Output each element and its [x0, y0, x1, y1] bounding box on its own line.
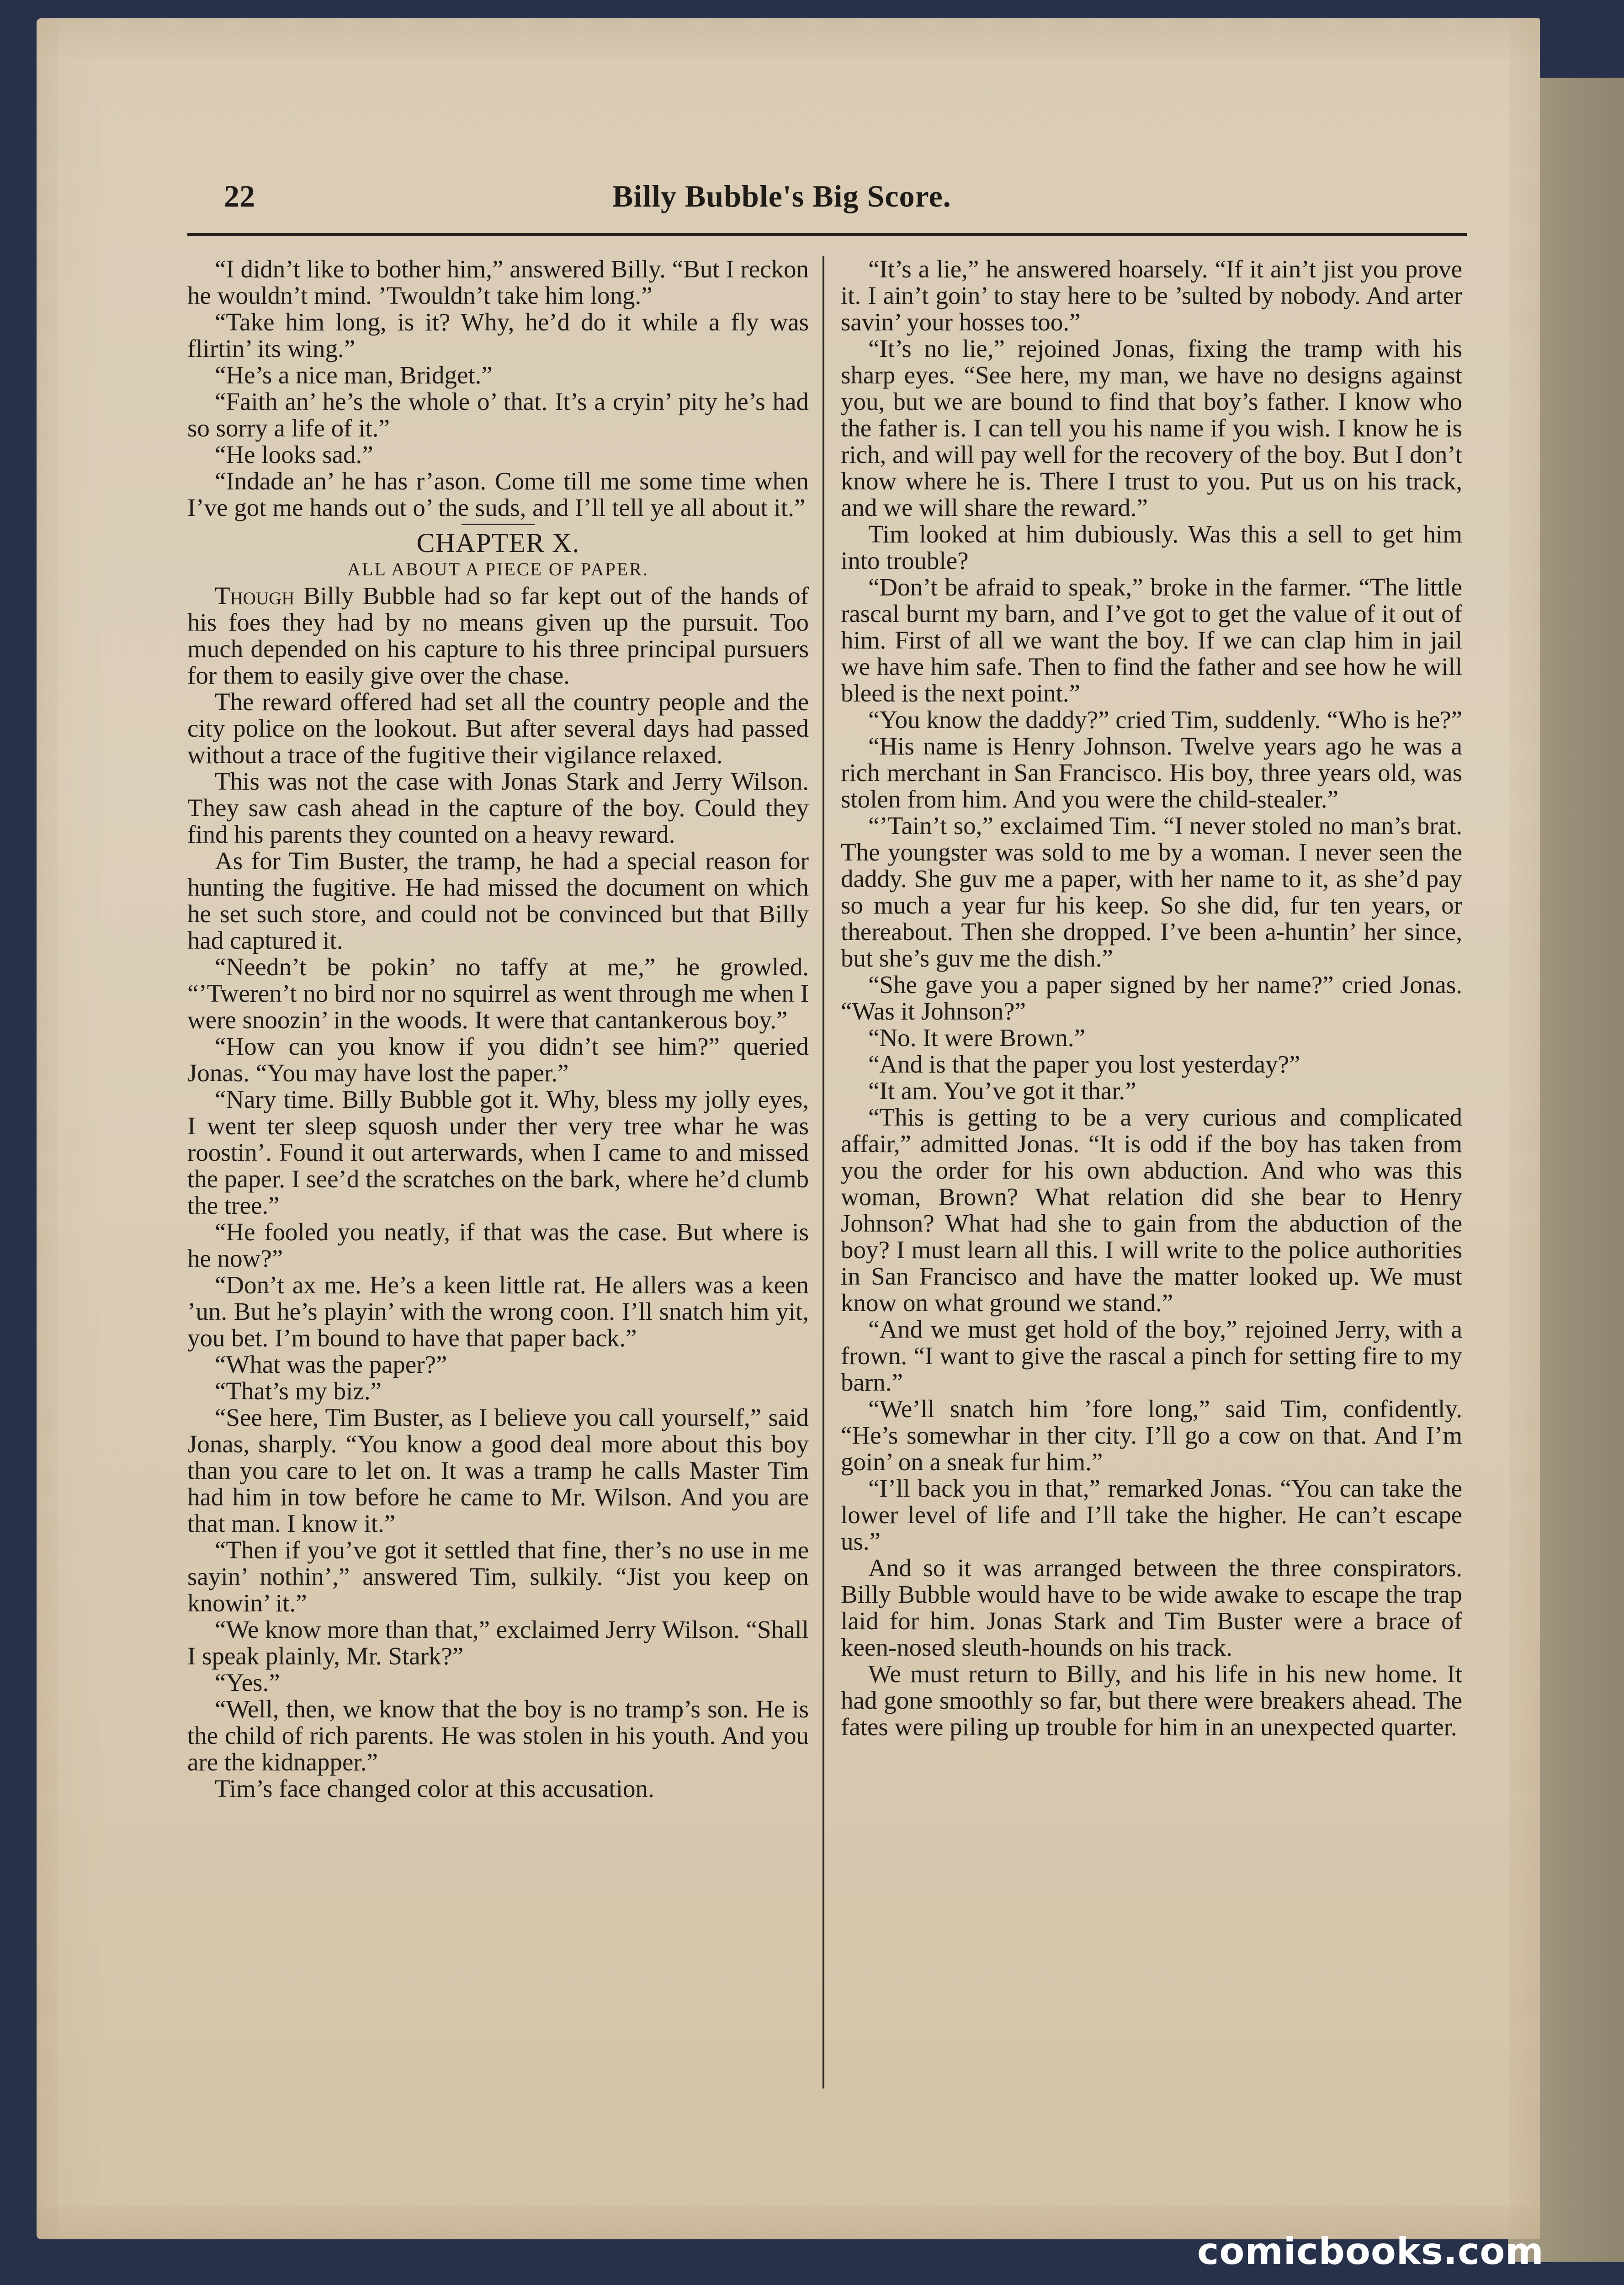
paragraph: “You know the daddy?” cried Tim, suddenly. “Who is he?” [868, 706, 1462, 733]
header-rule [187, 233, 1467, 236]
paragraph-text: Billy Bubble had so far kept out of the hands of his foes they had by no means given up the pursuit. Too much depended on his capture to his three principal pursuers for them to easily give over the chase. [187, 582, 809, 689]
paragraph: “It am. You’ve got it thar.” [868, 1077, 1136, 1105]
column-divider [823, 256, 824, 2088]
paragraph [187, 583, 809, 689]
paragraph: “No. It were Brown.” [868, 1024, 1085, 1052]
paragraph: Tim looked at him dubiously. Was this a sell to get him into trouble? [841, 520, 1462, 574]
page-number: 22 [224, 179, 255, 213]
paragraph: “This is getting to be a very curious and complicated affair,” admitted Jonas. “It is odd if the boy has taken from you the order for his own abduction. And who was this woman, Brown? What relation did she bear to Henry Johnson? What had she to gain from the abduction of the boy? I must learn all this. I will write to the police authorities in San Francisco and have the matter looked up. We must know on what ground we stand.” [841, 1103, 1462, 1317]
running-title: Billy Bubble's Big Score. [612, 179, 951, 213]
right-column [841, 256, 1462, 1740]
paragraph: “We know more than that,” exclaimed Jerry Wilson. “Shall I speak plainly, Mr. Stark?” [187, 1615, 809, 1670]
paragraph: “His name is Henry Johnson. Twelve years ago he was a rich merchant in San Francisco. His boy, three years old, was stolen from him. And you were the child-stealer.” [841, 732, 1462, 813]
paragraph: “We’ll snatch him ’fore long,” said Tim, confidently. “He’s somewhar in ther city. I’ll go a cow on that. And I’m goin’ on a sneak fur him.” [841, 1395, 1462, 1476]
paragraph: “She gave you a paper signed by her name?” cried Jonas. “Was it Johnson?” [841, 971, 1462, 1025]
paragraph: “Well, then, we know that the boy is no tramp’s son. He is the child of rich parents. He was stolen in his youth. And you are the kidnapper.” [187, 1695, 809, 1776]
watermark: comicbooks.com [1197, 2230, 1544, 2273]
section-divider [462, 524, 535, 525]
paragraph: “Yes.” [215, 1669, 280, 1696]
paragraph: “I’ll back you in that,” remarked Jonas. “You can take the lower level of life and I’ll take the higher. He can’t escape us.” [841, 1474, 1462, 1555]
paragraph: “How can you know if you didn’t see him?” queried Jonas. “You may have lost the paper.” [187, 1032, 809, 1087]
paragraph: “Then if you’ve got it settled that fine, ther’s no use in me sayin’ nothin’,” answered Tim, sulkily. “Jist you keep on knowin’ it.” [187, 1536, 809, 1617]
paragraph: “He’s a nice man, Bridget.” [215, 361, 493, 389]
paragraph: And so it was arranged between the three conspirators. Billy Bubble would have to be wide awake to escape the trap laid for him. Jonas Stark and Tim Buster were a brace of keen-nosed sleuth-hounds on his track. [841, 1554, 1462, 1661]
paragraph: “He looks sad.” [215, 441, 373, 468]
paragraph: “I didn’t like to bother him,” answered Billy. “But I reckon he wouldn’t mind. ’Twouldn’t take him long.” [187, 255, 809, 309]
paragraph: “Faith an’ he’s the whole o’ that. It’s a cryin’ pity he’s had so sorry a life of it.” [187, 388, 809, 442]
paragraph: “Needn’t be pokin’ no taffy at me,” he growled. “’Tweren’t no bird nor no squirrel as went through me when I were snoozin’ in the woods. It were that cantankerous boy.” [187, 953, 809, 1034]
paragraph: “It’s no lie,” rejoined Jonas, fixing the tramp with his sharp eyes. “See here, my man, we have no designs against you, but we are bound to find that boy’s father. I know who the father is. I can tell you his name if you wish. I know he is rich, and will pay well for the recovery of the boy. But I don’t know where he is. There I trust to you. Put us on his track, and we will share the reward.” [841, 335, 1462, 521]
paragraph: “He fooled you neatly, if that was the case. But where is he now?” [187, 1218, 809, 1272]
paragraph: “Don’t be afraid to speak,” broke in the farmer. “The little rascal burnt my barn, and I’ve got to get the value of it out of him. First of all we want the boy. If we can clap him in jail we have him safe. Then to find the father and see how he will bleed is the next point.” [841, 573, 1462, 707]
paragraph: “Don’t ax me. He’s a keen little rat. He allers was a keen ’un. But he’s playin’ with the wrong coon. I’ll snatch him yit, you bet. I’m bound to have that paper back.” [187, 1271, 809, 1352]
paragraph: “And we must get hold of the boy,” rejoined Jerry, with a frown. “I want to give the rascal a pinch for setting fire to my barn.” [841, 1315, 1462, 1396]
paragraph: “Nary time. Billy Bubble got it. Why, bless my jolly eyes, I went ter sleep squosh under ther very tree whar he was roostin’. Found it out arterwards, when I came to and missed the paper. I see’d the scratches on the bark, where he’d clumb the tree.” [187, 1085, 809, 1219]
left-column [187, 256, 809, 1802]
paragraph: Tim’s face changed color at this accusation. [215, 1775, 654, 1802]
paragraph: “Take him long, is it? Why, he’d do it while a fly was flirtin’ its wing.” [187, 308, 809, 362]
paragraph: We must return to Billy, and his life in his new home. It had gone smoothly so far, but there were breakers ahead. The fates were piling up trouble for him in an unexpected quarter. [841, 1660, 1462, 1741]
chapter-subtitle: ALL ABOUT A PIECE OF PAPER. [347, 559, 649, 579]
chapter-heading: CHAPTER X. [416, 528, 580, 558]
paragraph: The reward offered had set all the country people and the city police on the lookout. But after several days had passed without a trace of the fugitive their vigilance relaxed. [187, 688, 809, 769]
book-page [37, 18, 1540, 2239]
paragraph: This was not the case with Jonas Stark and Jerry Wilson. They saw cash ahead in the capture of the boy. Could they find his parents they counted on a heavy reward. [187, 767, 809, 848]
paragraph: “And is that the paper you lost yesterday?” [868, 1050, 1300, 1078]
paragraph: “What was the paper?” [215, 1350, 447, 1378]
paragraph: “See here, Tim Buster, as I believe you call yourself,” said Jonas, sharply. “You know a good deal more about this boy than you care to let on. It was a tramp he calls Master Tim had him in tow before he came to Mr. Wilson. And you are that man. I know it.” [187, 1403, 809, 1537]
paragraph: “That’s my biz.” [215, 1377, 382, 1405]
paragraph: “Indade an’ he has r’ason. Come till me some time when I’ve got me hands out o’ the suds, and I’ll tell ye all about it.” [187, 467, 809, 521]
paragraph: As for Tim Buster, the tramp, he had a special reason for hunting the fugitive. He had missed the document on which he set such store, and could not be convinced but that Billy had captured it. [187, 847, 809, 954]
drop-lead-word: Though [215, 582, 295, 610]
paragraph: “It’s a lie,” he answered hoarsely. “If it ain’t jist you prove it. I ain’t goin’ to stay here to be ’sulted by nobody. And arter savin’ your hosses too.” [841, 255, 1462, 336]
paragraph: “’Tain’t so,” exclaimed Tim. “I never stoled no man’s brat. The youngster was sold to me by a woman. I never seen the daddy. She guv me a paper, with her name to it, as she’d pay so much a year fur his keep. So she did, fur ten years, or thereabout. Then she dropped. I’ve been a-huntin’ her since, but she’s guv me the dish.” [841, 812, 1462, 972]
